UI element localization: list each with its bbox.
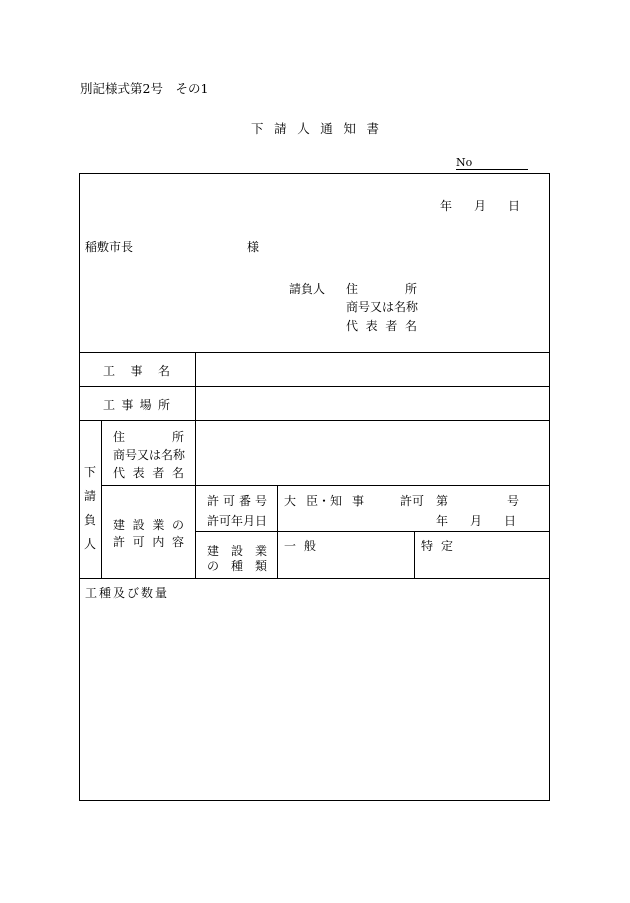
label-char: 可: [222, 494, 235, 508]
label-char: 建: [113, 518, 126, 532]
subcontractor-representative-label: [113, 464, 184, 481]
label-char: 類: [254, 559, 267, 573]
subcontractor-trade-name-label: 商号又は名称: [113, 448, 186, 462]
number-label: No: [456, 156, 473, 169]
label-char: 大: [284, 494, 297, 508]
day-label: 日: [507, 199, 520, 213]
month-label: 月: [469, 514, 482, 528]
label-char: 代: [113, 466, 126, 480]
minister-governor-label: [284, 492, 364, 509]
label-char: 特: [421, 539, 434, 553]
number-underline: [456, 169, 528, 170]
label-char: 臣・知: [305, 494, 342, 508]
year-label: 年: [440, 199, 453, 213]
label-char: 名: [404, 319, 417, 333]
label-char: 住: [346, 282, 359, 296]
divider: [277, 485, 278, 578]
label-char: 代: [346, 319, 359, 333]
license-number-label: [207, 492, 267, 509]
label-char: 建: [207, 544, 220, 558]
label-char: 所: [404, 282, 417, 296]
honorific: 様: [247, 240, 260, 254]
license-content-label-line2: [113, 533, 184, 550]
divider: [195, 531, 550, 532]
date-line: [440, 197, 520, 214]
title-char: 通: [320, 121, 333, 136]
divider: [101, 485, 550, 486]
label-char: 所: [171, 430, 184, 444]
label-char: 設: [132, 518, 145, 532]
license-content-label-line1: [113, 516, 184, 533]
label-char: 可: [132, 535, 145, 549]
special-label: [421, 537, 453, 554]
label-char: 下: [83, 465, 96, 479]
business-type-label-line2: [207, 557, 267, 574]
label-char: 場: [139, 398, 152, 412]
label-char: の: [207, 559, 220, 573]
license-go: 号: [507, 494, 520, 508]
contractor-representative-label: [346, 317, 417, 334]
label-char: 業: [152, 518, 165, 532]
label-char: 人: [83, 537, 96, 551]
label-char: 名: [157, 364, 170, 378]
title-char: 下: [251, 121, 264, 136]
label-char: 内: [152, 535, 165, 549]
form-reference: 別記様式第2号 その1: [80, 81, 209, 96]
label-char: 所: [157, 398, 170, 412]
title-char: 知: [343, 121, 356, 136]
title-char: 人: [297, 121, 310, 136]
label-char: 設: [230, 544, 243, 558]
title-char: 請: [274, 121, 287, 136]
label-char: 者: [152, 466, 165, 480]
label-char: 種: [230, 559, 243, 573]
label-char: 号: [254, 494, 267, 508]
label-char: 定: [440, 539, 453, 553]
label-char: 請: [83, 489, 96, 503]
work-location-label: [103, 396, 170, 413]
subcontractor-address-label: [113, 428, 184, 445]
divider: [414, 531, 415, 578]
subcontractor-side-label: [82, 460, 98, 556]
label-char: 番: [238, 494, 251, 508]
label-char: 業: [254, 544, 267, 558]
day-label: 日: [503, 514, 516, 528]
work-name-field[interactable]: [196, 353, 549, 385]
label-char: 許: [207, 494, 220, 508]
month-label: 月: [473, 199, 486, 213]
label-char: 工: [103, 364, 116, 378]
label-char: 工: [103, 398, 116, 412]
label-char: 事: [351, 494, 364, 508]
contractor-address-label: [346, 280, 417, 297]
label-char: 許: [113, 535, 126, 549]
label-char: 者: [385, 319, 398, 333]
label-char: の: [171, 518, 184, 532]
title-char: 書: [366, 121, 379, 136]
subcontractor-identity-field[interactable]: [196, 421, 549, 484]
license-date-line: [436, 512, 516, 529]
label-char: 名: [171, 466, 184, 480]
work-type-quantity-field[interactable]: [80, 602, 549, 800]
license-dai: 第: [436, 494, 449, 508]
divider: [79, 578, 550, 579]
work-location-field[interactable]: [196, 387, 549, 419]
label-char: 事: [121, 398, 134, 412]
year-label: 年: [436, 514, 449, 528]
divider: [101, 420, 102, 578]
work-name-label: [103, 362, 170, 379]
label-char: 住: [113, 430, 126, 444]
contractor-label: 請負人: [289, 282, 326, 296]
label-char: 事: [130, 364, 143, 378]
document-title: [251, 119, 379, 137]
label-char: 般: [303, 539, 316, 553]
label-char: 表: [365, 319, 378, 333]
label-char: 容: [171, 535, 184, 549]
label-char: 表: [132, 466, 145, 480]
contractor-trade-name-label: 商号又は名称: [346, 300, 419, 314]
license-word: 許可: [400, 494, 425, 508]
general-label: [284, 537, 316, 554]
work-type-quantity-label: 工種及び数量: [85, 586, 170, 600]
label-char: 負: [83, 513, 96, 527]
label-char: 一: [284, 539, 297, 553]
license-date-label: 許可年月日: [207, 514, 268, 528]
addressee: 稲敷市長: [85, 240, 134, 254]
